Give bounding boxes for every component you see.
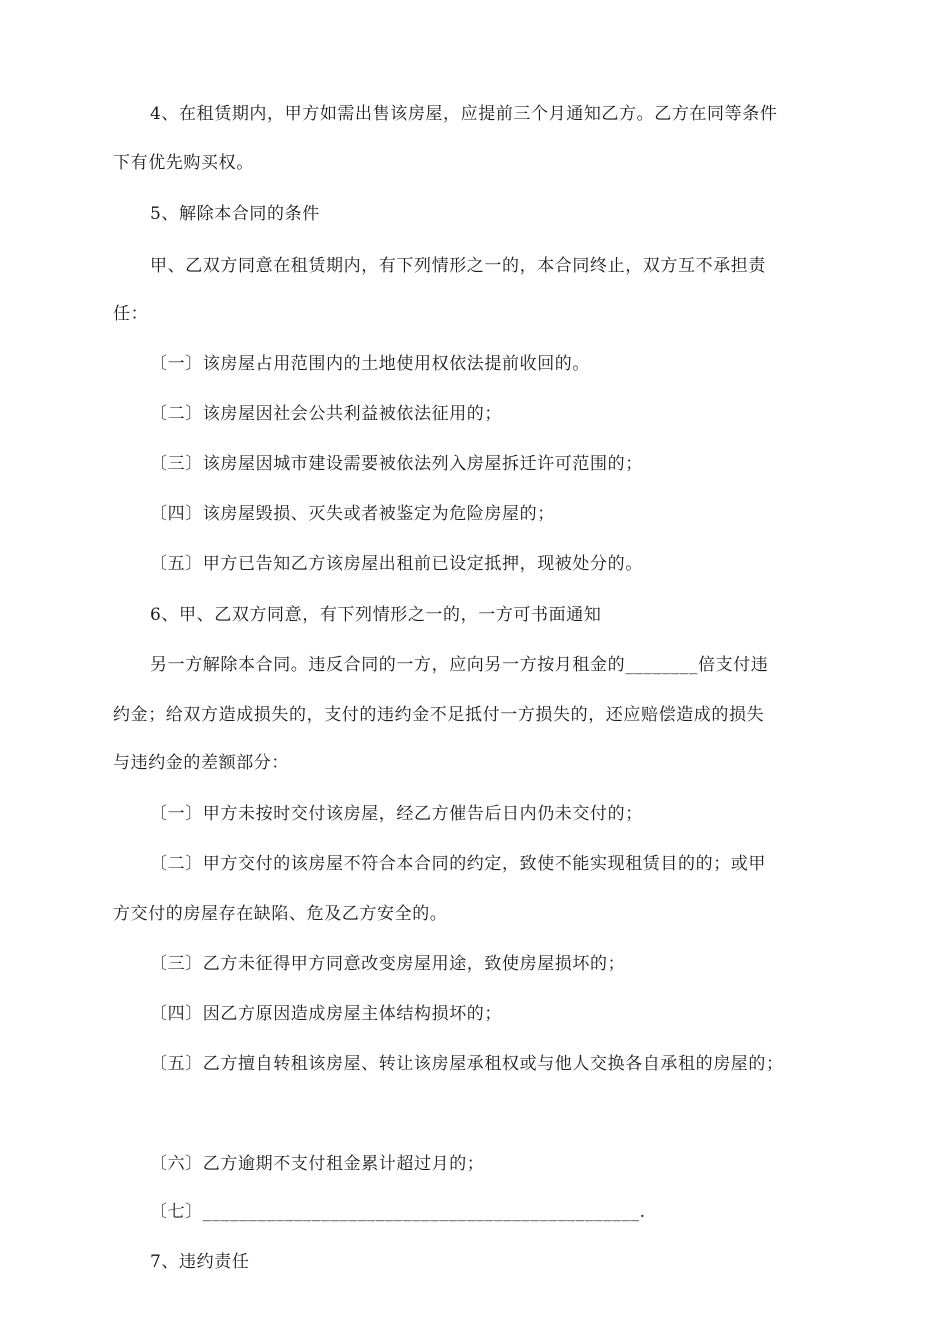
clause4-line1: 4、在租赁期内，甲方如需出售该房屋，应提前三个月通知乙方。乙方在同等条件 [150, 104, 778, 124]
clause6-item-6: 〔六〕乙方逾期不支付租金累计超过月的； [150, 1154, 485, 1174]
clause6-item-3: 〔三〕乙方未征得甲方同意改变房屋用途，致使房屋损坏的； [150, 954, 626, 974]
clause6-item-4: 〔四〕因乙方原因造成房屋主体结构损坏的； [150, 1004, 502, 1024]
clause5-item-1: 〔一〕该房屋占用范围内的土地使用权依法提前收回的。 [150, 354, 590, 374]
clause5-intro-line1: 甲、乙双方同意在租赁期内，有下列情形之一的，本合同终止，双方互不承担责 [150, 256, 766, 276]
clause5-item-4: 〔四〕该房屋毁损、灭失或者被鉴定为危险房屋的； [150, 504, 555, 524]
clause7-heading: 7、违约责任 [150, 1252, 250, 1272]
clause5-intro-line2: 任： [113, 304, 149, 324]
clause4-line2: 下有优先购买权。 [113, 153, 254, 173]
clause6-item-1: 〔一〕甲方未按时交付该房屋，经乙方催告后日内仍未交付的； [150, 804, 643, 824]
clause6-intro-line2: 约金；给双方造成损失的，支付的违约金不足抵付一方损失的，还应赔偿造成的损失 [113, 705, 765, 725]
clause6-heading: 6、甲、乙双方同意，有下列情形之一的，一方可书面通知 [150, 605, 602, 625]
clause5-item-5: 〔五〕甲方已告知乙方该房屋出租前已设定抵押，现被处分的。 [150, 554, 643, 574]
clause6-item-7: 〔七〕________________________________________________. [150, 1202, 646, 1222]
clause6-item-5: 〔五〕乙方擅自转租该房屋、转让该房屋承租权或与他人交换各自承租的房屋的； [150, 1054, 784, 1074]
clause5-item-2: 〔二〕该房屋因社会公共利益被依法征用的； [150, 404, 502, 424]
clause5-heading: 5、解除本合同的条件 [150, 204, 320, 224]
clause5-item-3: 〔三〕该房屋因城市建设需要被依法列入房屋拆迁许可范围的； [150, 454, 643, 474]
clause6-intro-line3: 与违约金的差额部分： [113, 753, 289, 773]
clause6-intro-line1: 另一方解除本合同。违反合同的一方，应向另一方按月租金的________倍支付违 [150, 655, 769, 675]
clause6-item-2-line1: 〔二〕甲方交付的该房屋不符合本合同的约定，致使不能实现租赁目的的；或甲 [150, 854, 766, 874]
clause6-item-2-line2: 方交付的房屋存在缺陷、危及乙方安全的。 [113, 904, 448, 924]
